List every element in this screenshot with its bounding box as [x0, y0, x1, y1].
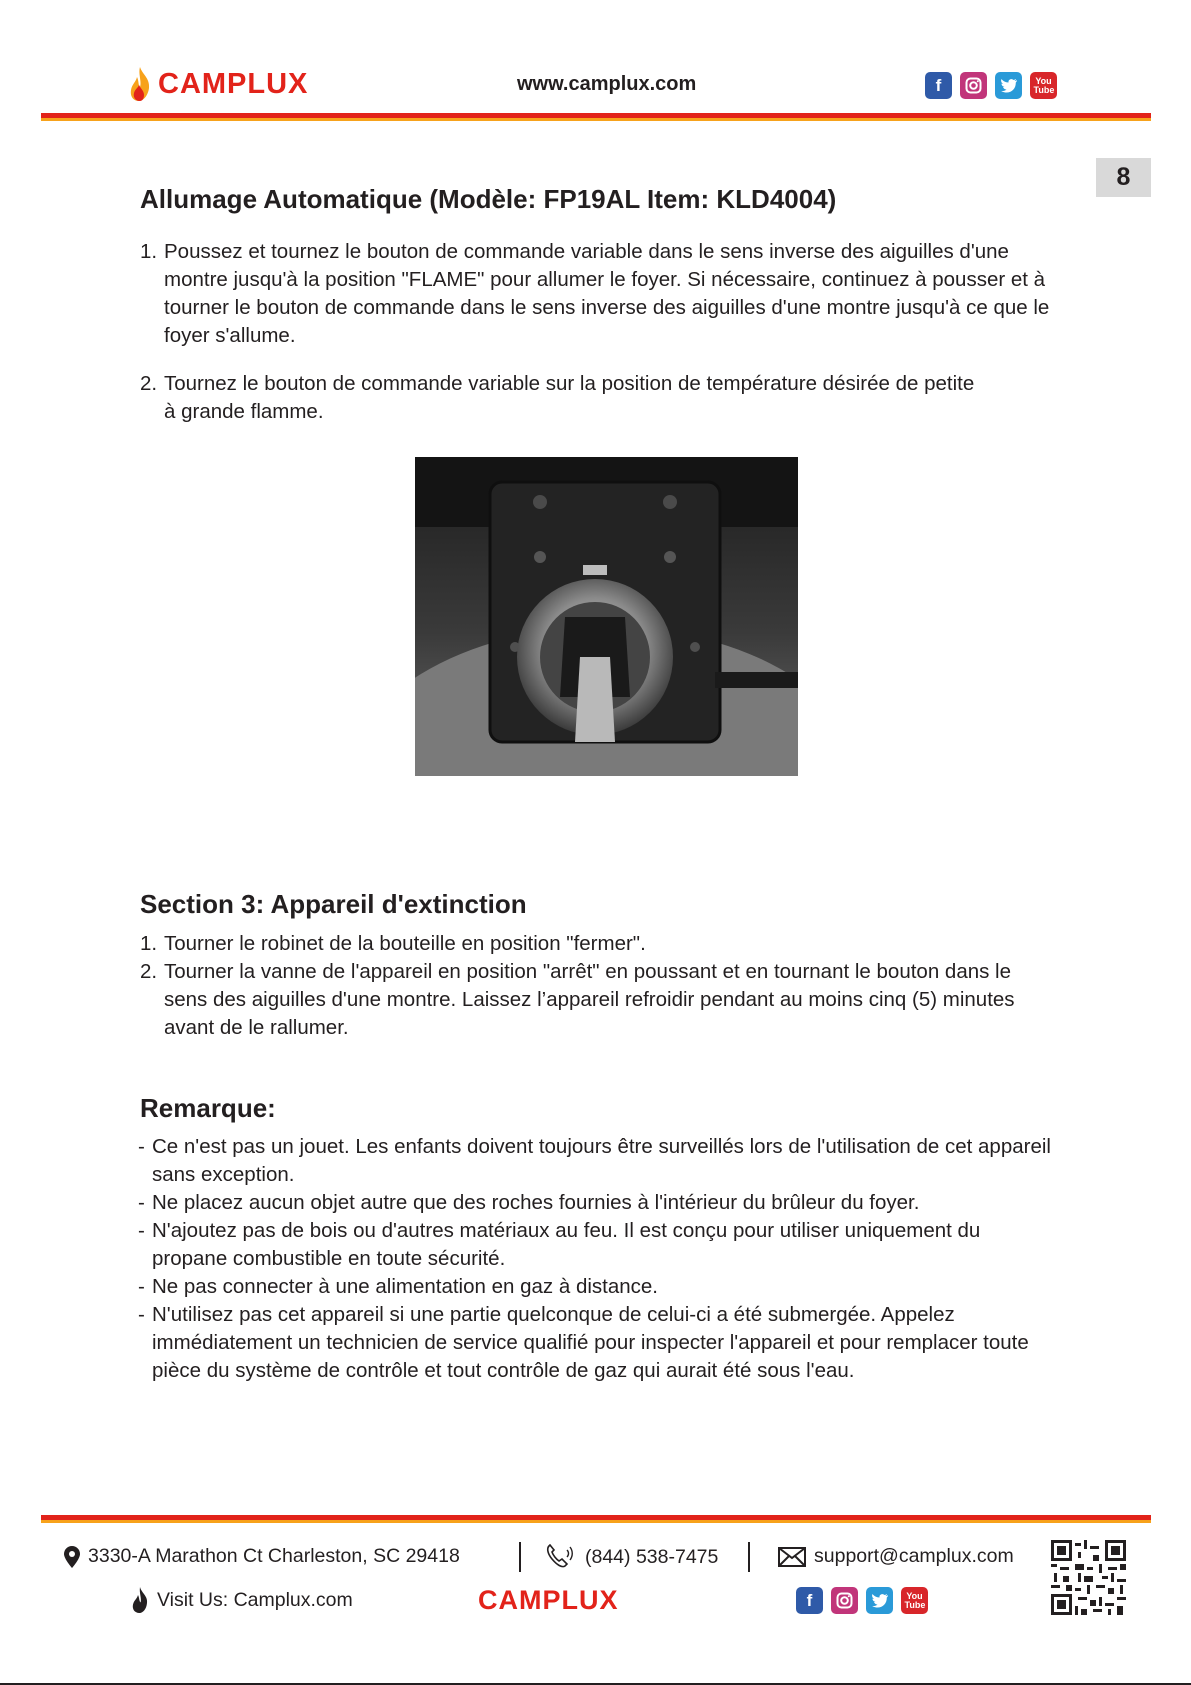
step-number: 1. — [140, 932, 158, 955]
twitter-icon[interactable] — [995, 72, 1022, 99]
footer-brand-row — [0, 1583, 1191, 1623]
step-number: 1. — [140, 240, 158, 263]
page-number: 8 — [1096, 158, 1151, 197]
brand-name: CAMPLUX — [158, 67, 309, 100]
social-icons — [925, 72, 1057, 99]
footer-rule-orange — [41, 1520, 1151, 1523]
step-text: Tournez le bouton de commande variable sur la position de température désirée de petite à grande flamme. — [164, 372, 975, 423]
phone-text: (844) 538-7475 — [585, 1545, 719, 1568]
footer-phone[interactable] — [545, 1544, 718, 1570]
footer-social-icons — [796, 1587, 928, 1614]
location-pin-icon — [64, 1546, 80, 1568]
youtube-icon[interactable] — [1030, 72, 1057, 99]
qr-code[interactable] — [1051, 1540, 1126, 1615]
facebook-icon[interactable]: f — [925, 72, 952, 99]
youtube-icon[interactable] — [901, 1587, 928, 1614]
footer-brand: CAMPLUX — [478, 1585, 619, 1615]
step-text: Tourner la vanne de l'appareil en position "arrêt" en poussant et en tournant le bouton dans le sens des aiguilles d'une montre. Laissez l’appareil refroidir pendant au moins cinq (5) minutes avant de le rallumer. — [164, 960, 1015, 1039]
section-auto-steps — [140, 238, 1050, 426]
phone-icon — [545, 1544, 577, 1570]
remarque-title: Remarque: — [140, 1093, 276, 1123]
list-item: - N'ajoutez pas de bois ou d'autres matériaux au feu. Il est conçu pour utiliser uniquement du propane combustible en toute sécurité. — [138, 1217, 1058, 1273]
visit-text: Visit Us: Camplux.com — [157, 1588, 353, 1611]
footer-address — [64, 1545, 460, 1568]
website-link[interactable]: www.camplux.com — [517, 73, 697, 95]
list-item — [140, 930, 1060, 958]
footer-contact-row — [0, 1540, 1191, 1580]
footer-divider — [519, 1542, 521, 1572]
section-auto-title: Allumage Automatique (Modèle: FP19AL Item: KLD4004) — [140, 184, 837, 214]
email-text: support@camplux.com — [814, 1545, 1014, 1567]
remarque-item: Ne placez aucun objet autre que des roches fournies à l'intérieur du brûleur du foyer. — [152, 1191, 920, 1214]
control-knob-photo — [415, 457, 798, 776]
footer-visit[interactable] — [131, 1587, 353, 1613]
camplux-logo[interactable] — [128, 66, 308, 102]
youtube-label: You Tube — [904, 1590, 926, 1610]
list-item: - N'utilisez pas cet appareil si une partie quelconque de celui-ci a été submergée. Appelez immédiatement un technicien de service qualifié pour inspecter l'appareil et pour remplacer toute pièce du système de contrôle et tout contrôle de gaz qui aurait été sous l'eau. — [138, 1301, 1058, 1385]
page-header — [0, 0, 1191, 125]
step-number: 2. — [140, 372, 158, 395]
header-rule-orange — [41, 118, 1151, 121]
facebook-icon[interactable]: f — [796, 1587, 823, 1614]
list-item: - Ne placez aucun objet autre que des roches fournies à l'intérieur du brûleur du foyer. — [138, 1189, 1058, 1217]
flame-icon — [131, 1587, 149, 1613]
step-number: 2. — [140, 960, 158, 983]
section-3-title: Section 3: Appareil d'extinction — [140, 889, 527, 919]
list-item — [140, 238, 1050, 350]
instagram-icon[interactable] — [831, 1587, 858, 1614]
list-item — [140, 958, 1060, 1042]
list-item: - Ce n'est pas un jouet. Les enfants doivent toujours être surveillés lors de l'utilisation de cet appareil sans exception. — [138, 1133, 1058, 1189]
youtube-label: You Tube — [1033, 75, 1055, 95]
section-3-steps — [140, 930, 1060, 1042]
flame-icon — [128, 66, 152, 102]
step-text: Tourner le robinet de la bouteille en position "fermer". — [164, 932, 646, 955]
remarque-item: N'ajoutez pas de bois ou d'autres matériaux au feu. Il est conçu pour utiliser uniquement du propane combustible en toute sécurité. — [152, 1219, 981, 1270]
list-item: - Ne pas connecter à une alimentation en gaz à distance. — [138, 1273, 1058, 1301]
address-text: 3330-A Marathon Ct Charleston, SC 29418 — [88, 1545, 460, 1567]
envelope-icon — [778, 1547, 806, 1567]
remarque-list — [138, 1133, 1058, 1385]
list-item — [140, 370, 1050, 426]
remarque-item: Ne pas connecter à une alimentation en gaz à distance. — [152, 1275, 658, 1298]
remarque-item: N'utilisez pas cet appareil si une partie quelconque de celui-ci a été submergée. Appelez immédiatement un technicien de service qualifié pour inspecter l'appareil et pour remplacer toute pièce du système de contrôle et tout contrôle de gaz qui aurait été sous l'eau. — [152, 1303, 1029, 1382]
footer-divider — [748, 1542, 750, 1572]
footer-email[interactable] — [778, 1545, 1014, 1568]
instagram-icon[interactable] — [960, 72, 987, 99]
step-text: Poussez et tournez le bouton de commande variable dans le sens inverse des aiguilles d'une montre jusqu'à la position "FLAME" pour allumer le foyer. Si nécessaire, continuez à pousser et à tourner le bouton de commande dans le sens inverse des aiguilles d'une montre jusqu'à ce que le foyer s'allume. — [164, 240, 1050, 347]
twitter-icon[interactable] — [866, 1587, 893, 1614]
remarque-item: Ce n'est pas un jouet. Les enfants doivent toujours être surveillés lors de l'utilisation de cet appareil sans exception. — [152, 1135, 1051, 1186]
